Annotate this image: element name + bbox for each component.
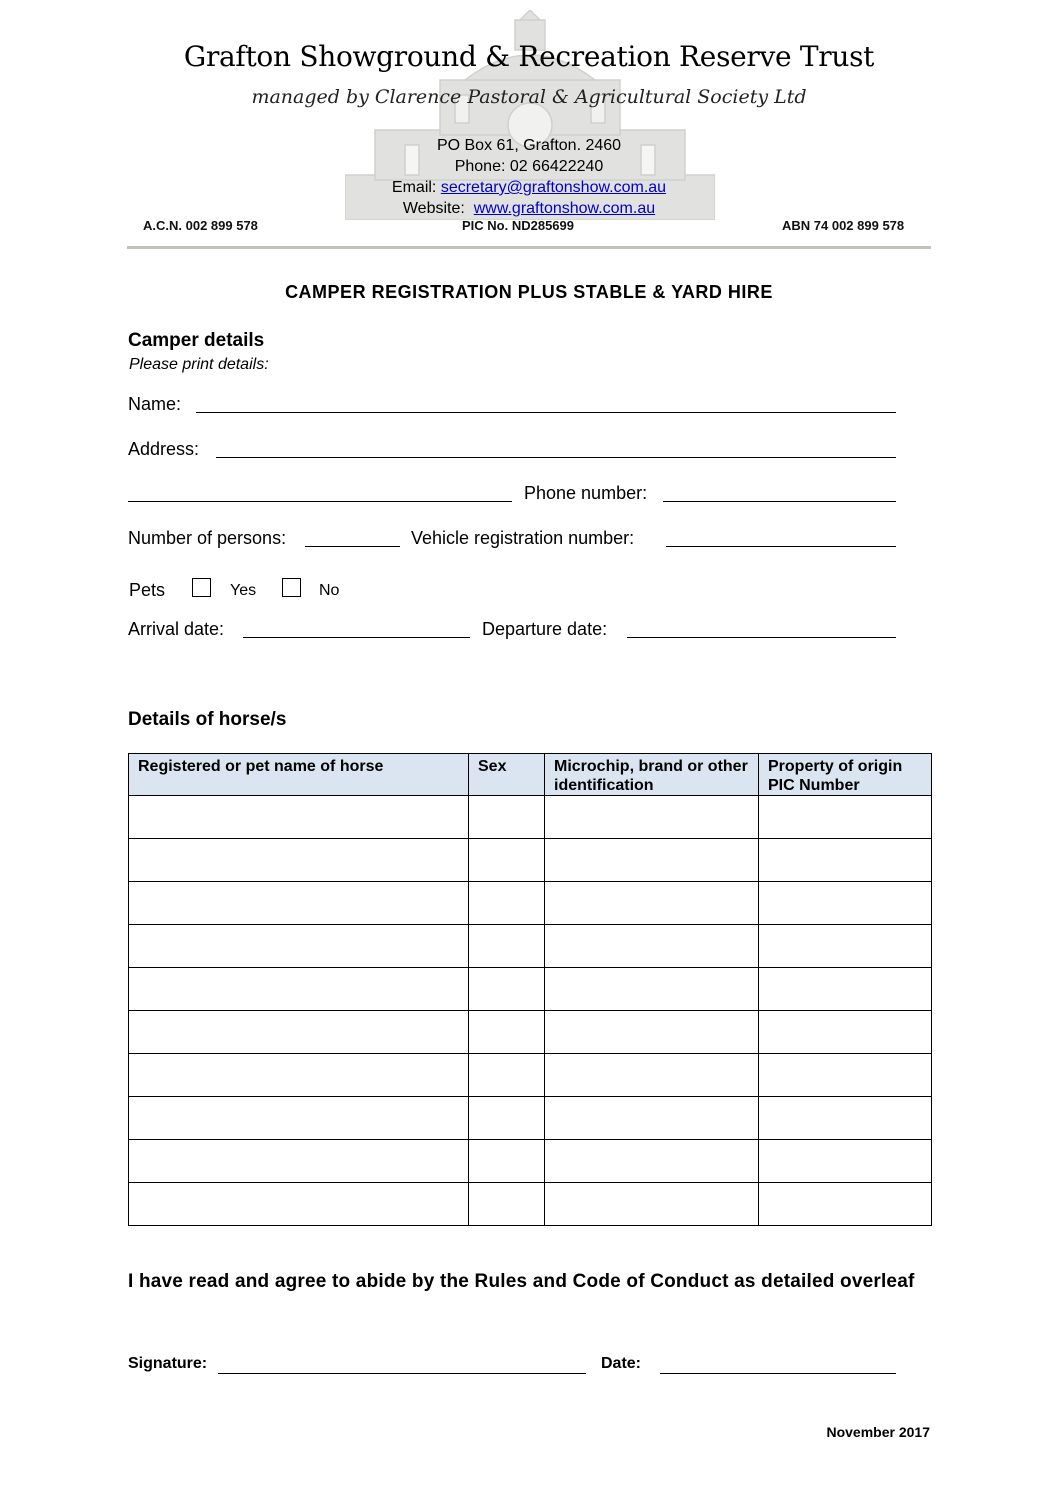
sex-cell[interactable] (469, 1140, 545, 1183)
sex-cell[interactable] (469, 796, 545, 839)
address-label: Address: (128, 439, 200, 459)
pets-yes-label: Yes (230, 582, 257, 599)
column-header-identification: Microchip, brand or other identification (545, 754, 759, 796)
horse-details-table (128, 753, 932, 1226)
identification-cell[interactable] (545, 968, 759, 1011)
identification-cell[interactable] (545, 796, 759, 839)
horse-name-cell[interactable] (129, 1054, 469, 1097)
email-label: Email: (391, 179, 437, 196)
identification-cell[interactable] (545, 925, 759, 968)
sex-cell[interactable] (469, 925, 545, 968)
table-row (129, 796, 932, 839)
pic-number-cell[interactable] (759, 1054, 932, 1097)
table-row (129, 1183, 932, 1226)
date-field[interactable] (660, 1373, 896, 1374)
table-row (129, 968, 932, 1011)
sex-cell[interactable] (469, 1011, 545, 1054)
website-link[interactable]: www.graftonshow.com.au (473, 200, 656, 217)
horse-name-cell[interactable] (129, 839, 469, 882)
phone-number-label: Phone number: (524, 483, 648, 503)
number-of-persons-label: Number of persons: (128, 528, 287, 548)
pets-yes-checkbox[interactable] (192, 578, 211, 597)
form-title: CAMPER REGISTRATION PLUS STABLE & YARD HIRE (285, 282, 773, 302)
identification-cell[interactable] (545, 1097, 759, 1140)
arrival-date-field[interactable] (243, 637, 470, 638)
identification-cell[interactable] (545, 839, 759, 882)
address-field[interactable] (216, 457, 896, 458)
table-row (129, 1097, 932, 1140)
pic-number-cell[interactable] (759, 882, 932, 925)
po-box: PO Box 61, Grafton. 2460 (436, 137, 622, 154)
date-label: Date: (601, 1355, 642, 1372)
departure-date-field[interactable] (627, 637, 896, 638)
horse-details-heading: Details of horse/s (128, 709, 287, 730)
agreement-statement: I have read and agree to abide by the Rules and Code of Conduct as detailed overleaf (128, 1271, 915, 1292)
name-label: Name: (128, 394, 182, 414)
identification-cell[interactable] (545, 1011, 759, 1054)
camper-details-heading: Camper details (128, 330, 265, 351)
horse-name-cell[interactable] (129, 925, 469, 968)
number-of-persons-field[interactable] (305, 546, 400, 547)
sex-cell[interactable] (469, 1097, 545, 1140)
horse-table-body (129, 796, 932, 1226)
horse-name-cell[interactable] (129, 882, 469, 925)
pic-number: PIC No. ND285699 (462, 218, 574, 233)
signature-field[interactable] (218, 1373, 586, 1374)
horse-name-cell[interactable] (129, 1011, 469, 1054)
email-line (0, 179, 1058, 197)
vehicle-registration-label: Vehicle registration number: (411, 528, 635, 548)
name-field[interactable] (196, 412, 896, 413)
pic-number-cell[interactable] (759, 1140, 932, 1183)
header-divider (127, 246, 931, 249)
pic-number-cell[interactable] (759, 1011, 932, 1054)
vehicle-registration-field[interactable] (666, 546, 896, 547)
print-details-note: Please print details: (129, 356, 269, 373)
pic-number-cell[interactable] (759, 968, 932, 1011)
acn-number: A.C.N. 002 899 578 (143, 218, 258, 233)
website-line (0, 200, 1058, 218)
identification-cell[interactable] (545, 1183, 759, 1226)
identification-cell[interactable] (545, 882, 759, 925)
footer-date: November 2017 (826, 1424, 930, 1440)
horse-name-cell[interactable] (129, 1183, 469, 1226)
table-header-row (129, 754, 932, 796)
pic-number-cell[interactable] (759, 1183, 932, 1226)
pets-no-checkbox[interactable] (282, 578, 301, 597)
email-link[interactable]: secretary@graftonshow.com.au (440, 179, 667, 196)
organisation-name: Grafton Showground & Recreation Reserve Trust (183, 40, 875, 73)
table-row (129, 1011, 932, 1054)
address-line-2-field[interactable] (128, 501, 512, 502)
table-row (129, 1054, 932, 1097)
pets-no-label: No (319, 582, 340, 599)
horse-name-cell[interactable] (129, 1097, 469, 1140)
sex-cell[interactable] (469, 1183, 545, 1226)
pic-number-cell[interactable] (759, 1097, 932, 1140)
website-label: Website: (402, 200, 465, 217)
identification-cell[interactable] (545, 1140, 759, 1183)
abn-number: ABN 74 002 899 578 (782, 218, 905, 233)
phone-number-field[interactable] (663, 501, 896, 502)
identification-cell[interactable] (545, 1054, 759, 1097)
table-row (129, 839, 932, 882)
table-row (129, 925, 932, 968)
arrival-date-label: Arrival date: (128, 619, 225, 639)
sex-cell[interactable] (469, 1054, 545, 1097)
horse-name-cell[interactable] (129, 796, 469, 839)
pic-number-cell[interactable] (759, 925, 932, 968)
column-header-horse-name: Registered or pet name of horse (129, 754, 469, 796)
table-row (129, 1140, 932, 1183)
phone-line: Phone: 02 66422240 (454, 158, 604, 175)
signature-label: Signature: (128, 1355, 208, 1372)
horse-name-cell[interactable] (129, 968, 469, 1011)
sex-cell[interactable] (469, 839, 545, 882)
table-row (129, 882, 932, 925)
departure-date-label: Departure date: (482, 619, 608, 639)
sex-cell[interactable] (469, 882, 545, 925)
pets-label: Pets (129, 580, 166, 600)
managed-by-line: managed by Clarence Pastoral & Agricultural Society Ltd (251, 86, 807, 108)
sex-cell[interactable] (469, 968, 545, 1011)
horse-name-cell[interactable] (129, 1140, 469, 1183)
column-header-pic-number: Property of origin PIC Number (759, 754, 932, 796)
pic-number-cell[interactable] (759, 796, 932, 839)
pic-number-cell[interactable] (759, 839, 932, 882)
column-header-sex: Sex (469, 754, 545, 796)
